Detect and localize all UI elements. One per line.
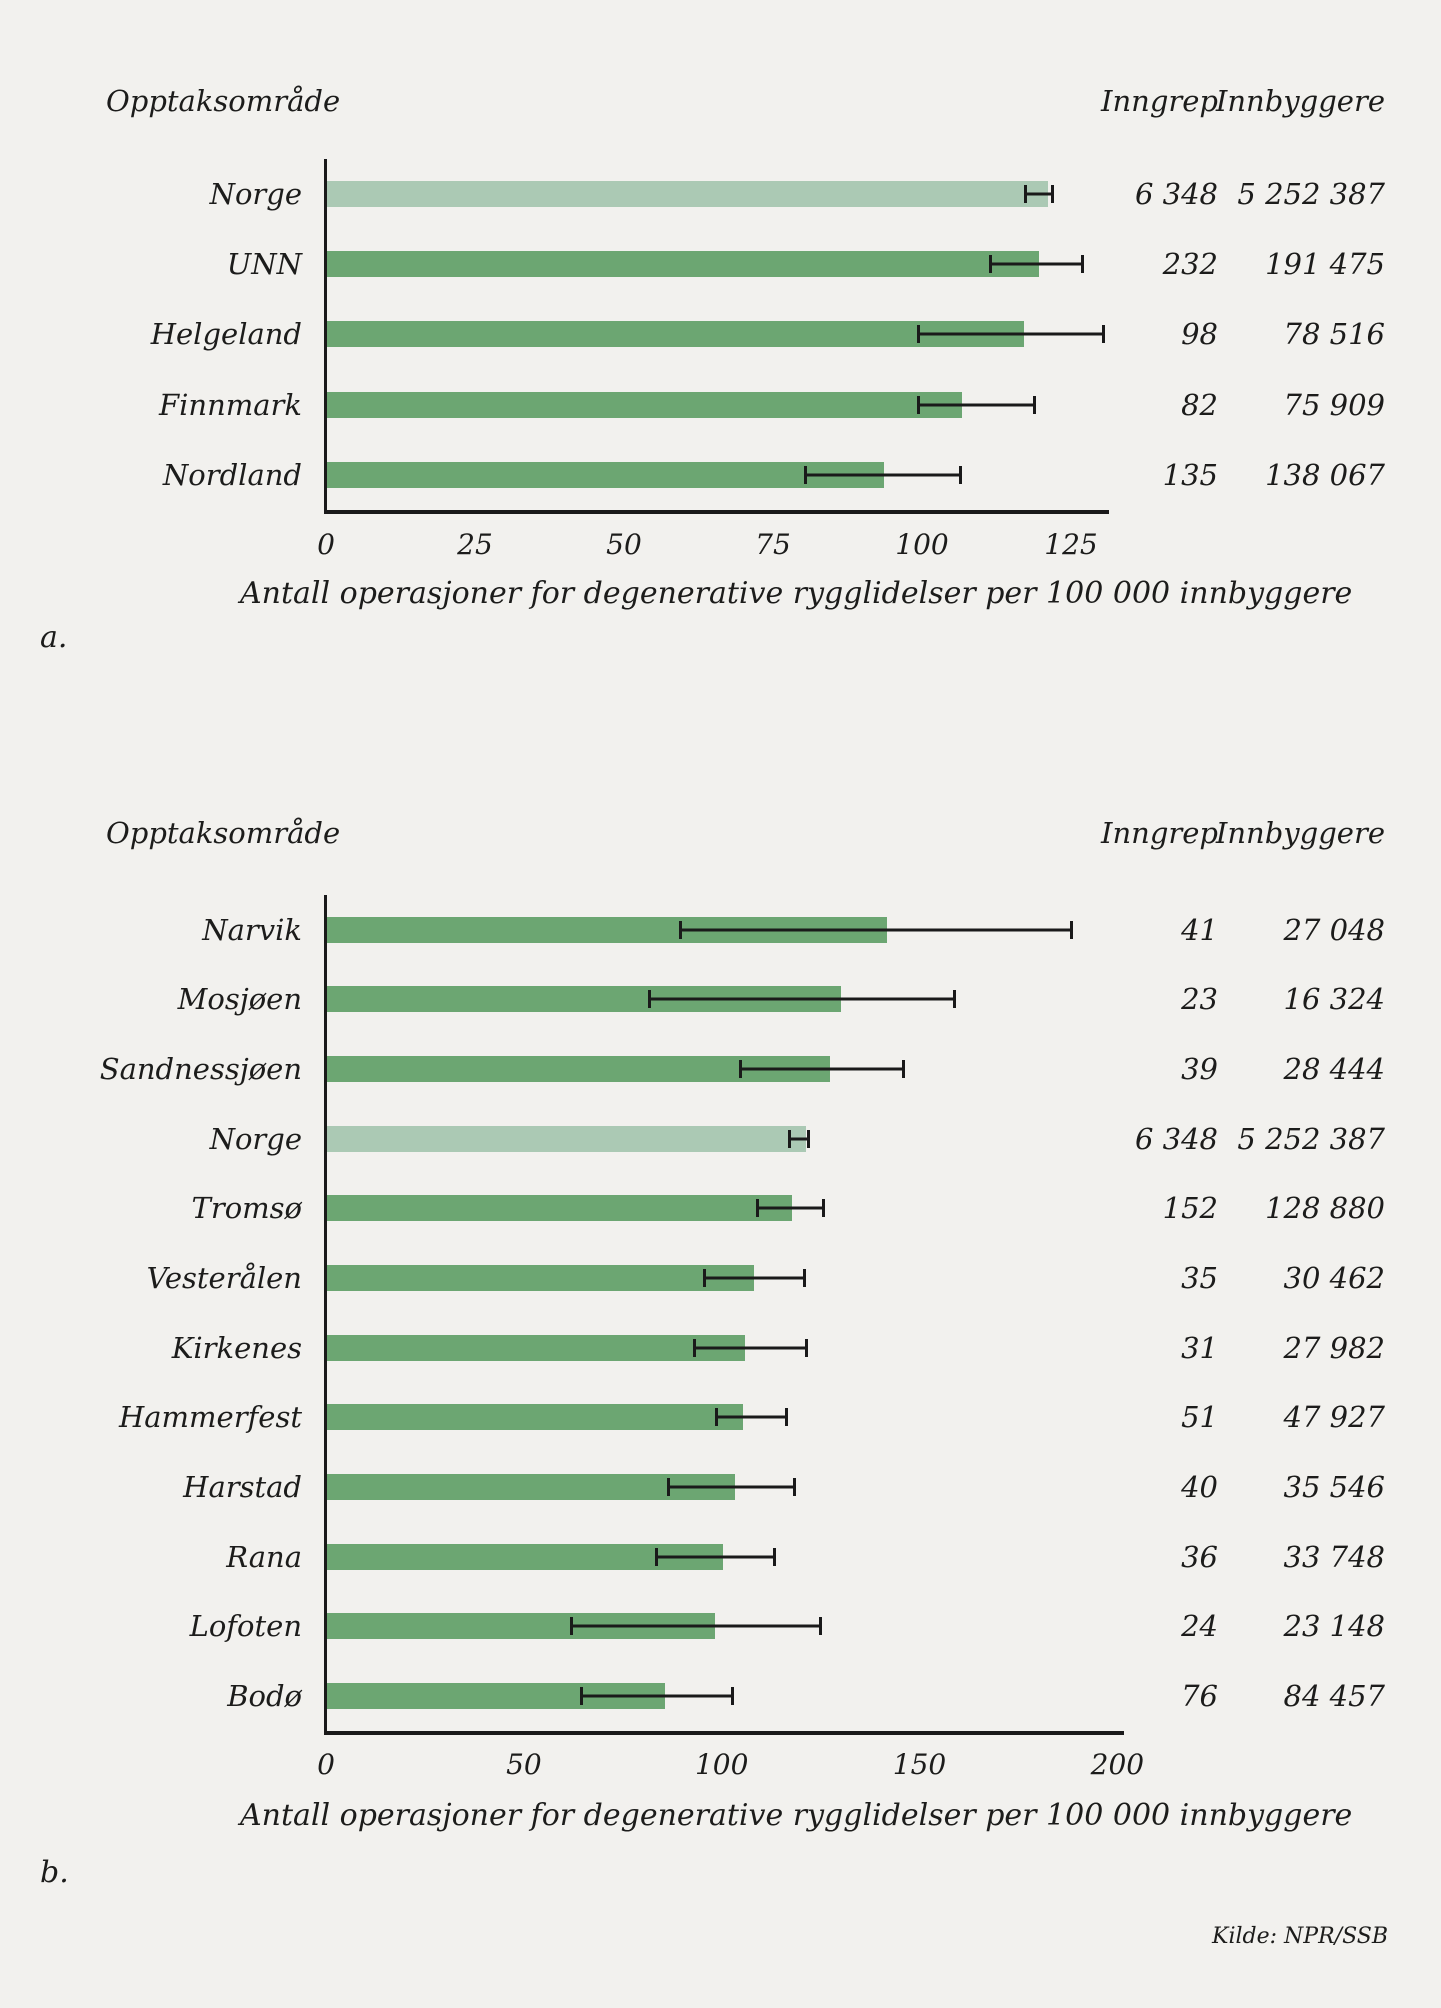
innbyggere-value: 28 444: [1283, 1052, 1385, 1087]
error-bar: [648, 990, 957, 1008]
row-label: Helgeland: [150, 317, 302, 352]
innbyggere-value: 84 457: [1283, 1679, 1385, 1714]
bar-rows: [0, 895, 1441, 1731]
row-label: Mosjøen: [177, 982, 302, 1017]
row-label: Kirkenes: [171, 1330, 302, 1365]
innbyggere-value: 78 516: [1283, 317, 1385, 352]
row-label: Sandnessjøen: [99, 1052, 302, 1087]
row-label: Finnmark: [159, 387, 302, 422]
inngrep-value: 152: [1162, 1191, 1218, 1226]
inngrep-value: 51: [1181, 1400, 1218, 1435]
innbyggere-value: 138 067: [1265, 457, 1385, 492]
innbyggere-value: 16 324: [1283, 982, 1385, 1017]
bar-row: [0, 1034, 1441, 1104]
x-tick-label: 0: [317, 1748, 335, 1781]
inngrep-value: 6 348: [1134, 1121, 1218, 1156]
x-tick-label: 200: [1090, 1748, 1145, 1781]
bar-row: [0, 1174, 1441, 1244]
innbyggere-value: 128 880: [1265, 1191, 1385, 1226]
bar-row: [0, 1661, 1441, 1731]
innbyggere-value: 5 252 387: [1237, 1121, 1385, 1156]
innbyggere-value: 5 252 387: [1237, 177, 1385, 212]
inngrep-value: 6 348: [1134, 177, 1218, 212]
bar: [327, 1265, 754, 1291]
inngrep-value: 76: [1181, 1679, 1218, 1714]
inngrep-value: 23: [1181, 982, 1218, 1017]
row-label: Norge: [209, 177, 302, 212]
x-tick-label: 50: [506, 1748, 542, 1781]
bar: [327, 1126, 806, 1152]
inngrep-value: 232: [1162, 247, 1218, 282]
column-header-inngrep: Inngrep: [1101, 816, 1218, 850]
row-label: UNN: [226, 247, 302, 282]
x-axis-label: Antall operasjoner for degenerative rygglidelser per 100 000 innbyggere: [240, 576, 1353, 611]
inngrep-value: 135: [1162, 457, 1218, 492]
x-tick-label: 75: [755, 528, 791, 561]
innbyggere-value: 27 982: [1283, 1330, 1385, 1365]
error-bar: [756, 1199, 825, 1217]
error-bar: [655, 1548, 776, 1566]
error-bar: [715, 1408, 788, 1426]
row-label: Narvik: [202, 912, 302, 947]
bar-row: [0, 1592, 1441, 1662]
column-header-opptaksomrade: Opptaksområde: [106, 816, 341, 850]
inngrep-value: 31: [1181, 1330, 1218, 1365]
x-tick-label: 100: [694, 1748, 749, 1781]
x-tick-label: 0: [317, 528, 335, 561]
bar-row: [0, 1104, 1441, 1174]
innbyggere-value: 23 148: [1283, 1609, 1385, 1644]
x-tick-label: 25: [457, 528, 493, 561]
column-header-innbyggere: Innbyggere: [1215, 816, 1385, 850]
bar-row: [0, 965, 1441, 1035]
column-header-inngrep: Inngrep: [1101, 84, 1218, 118]
error-bar: [667, 1478, 796, 1496]
row-label: Harstad: [183, 1470, 302, 1505]
bar-row: [0, 895, 1441, 965]
bar-row: [0, 1522, 1441, 1592]
innbyggere-value: 191 475: [1265, 247, 1385, 282]
row-label: Hammerfest: [118, 1400, 302, 1435]
inngrep-value: 41: [1181, 912, 1218, 947]
error-bar: [693, 1339, 808, 1357]
x-tick-label: 125: [1044, 528, 1098, 561]
row-label: Rana: [226, 1539, 302, 1574]
bar-row: [0, 1383, 1441, 1453]
inngrep-value: 40: [1181, 1470, 1218, 1505]
x-axis-line: [324, 1731, 1124, 1735]
innbyggere-value: 33 748: [1283, 1539, 1385, 1574]
innbyggere-value: 27 048: [1283, 912, 1385, 947]
bar: [327, 1195, 792, 1221]
panel-label-b: b.: [40, 1855, 69, 1890]
innbyggere-value: 30 462: [1283, 1261, 1385, 1296]
error-bar: [739, 1060, 905, 1078]
source-note: Kilde: NPR/SSB: [1212, 1924, 1388, 1949]
x-tick-label: 50: [606, 528, 642, 561]
inngrep-value: 82: [1181, 387, 1218, 422]
innbyggere-value: 75 909: [1283, 387, 1385, 422]
row-label: Bodø: [227, 1679, 302, 1714]
inngrep-value: 35: [1181, 1261, 1218, 1296]
bar-row: [0, 1313, 1441, 1383]
row-label: Nordland: [162, 457, 302, 492]
x-axis-label: Antall operasjoner for degenerative rygglidelser per 100 000 innbyggere: [240, 1798, 1353, 1833]
x-tick-label: 100: [895, 528, 949, 561]
bar-row: [0, 1243, 1441, 1313]
error-bar: [788, 1130, 810, 1148]
inngrep-value: 39: [1181, 1052, 1218, 1087]
inngrep-value: 98: [1181, 317, 1218, 352]
column-header-innbyggere: Innbyggere: [1215, 84, 1385, 118]
row-label: Norge: [209, 1121, 302, 1156]
bar-row: [0, 1452, 1441, 1522]
bar: [327, 1335, 745, 1361]
error-bar: [703, 1269, 806, 1287]
error-bar: [580, 1687, 734, 1705]
inngrep-value: 24: [1181, 1609, 1218, 1644]
bar: [327, 1404, 743, 1430]
row-label: Vesterålen: [146, 1261, 302, 1296]
column-header-opptaksomrade: Opptaksområde: [106, 84, 341, 118]
innbyggere-value: 47 927: [1283, 1400, 1385, 1435]
error-bar: [570, 1617, 821, 1635]
row-label: Lofoten: [189, 1609, 302, 1644]
panel-label-a: a.: [40, 620, 68, 655]
row-label: Tromsø: [191, 1191, 302, 1226]
x-tick-label: 150: [892, 1748, 947, 1781]
inngrep-value: 36: [1181, 1539, 1218, 1574]
innbyggere-value: 35 546: [1283, 1470, 1385, 1505]
